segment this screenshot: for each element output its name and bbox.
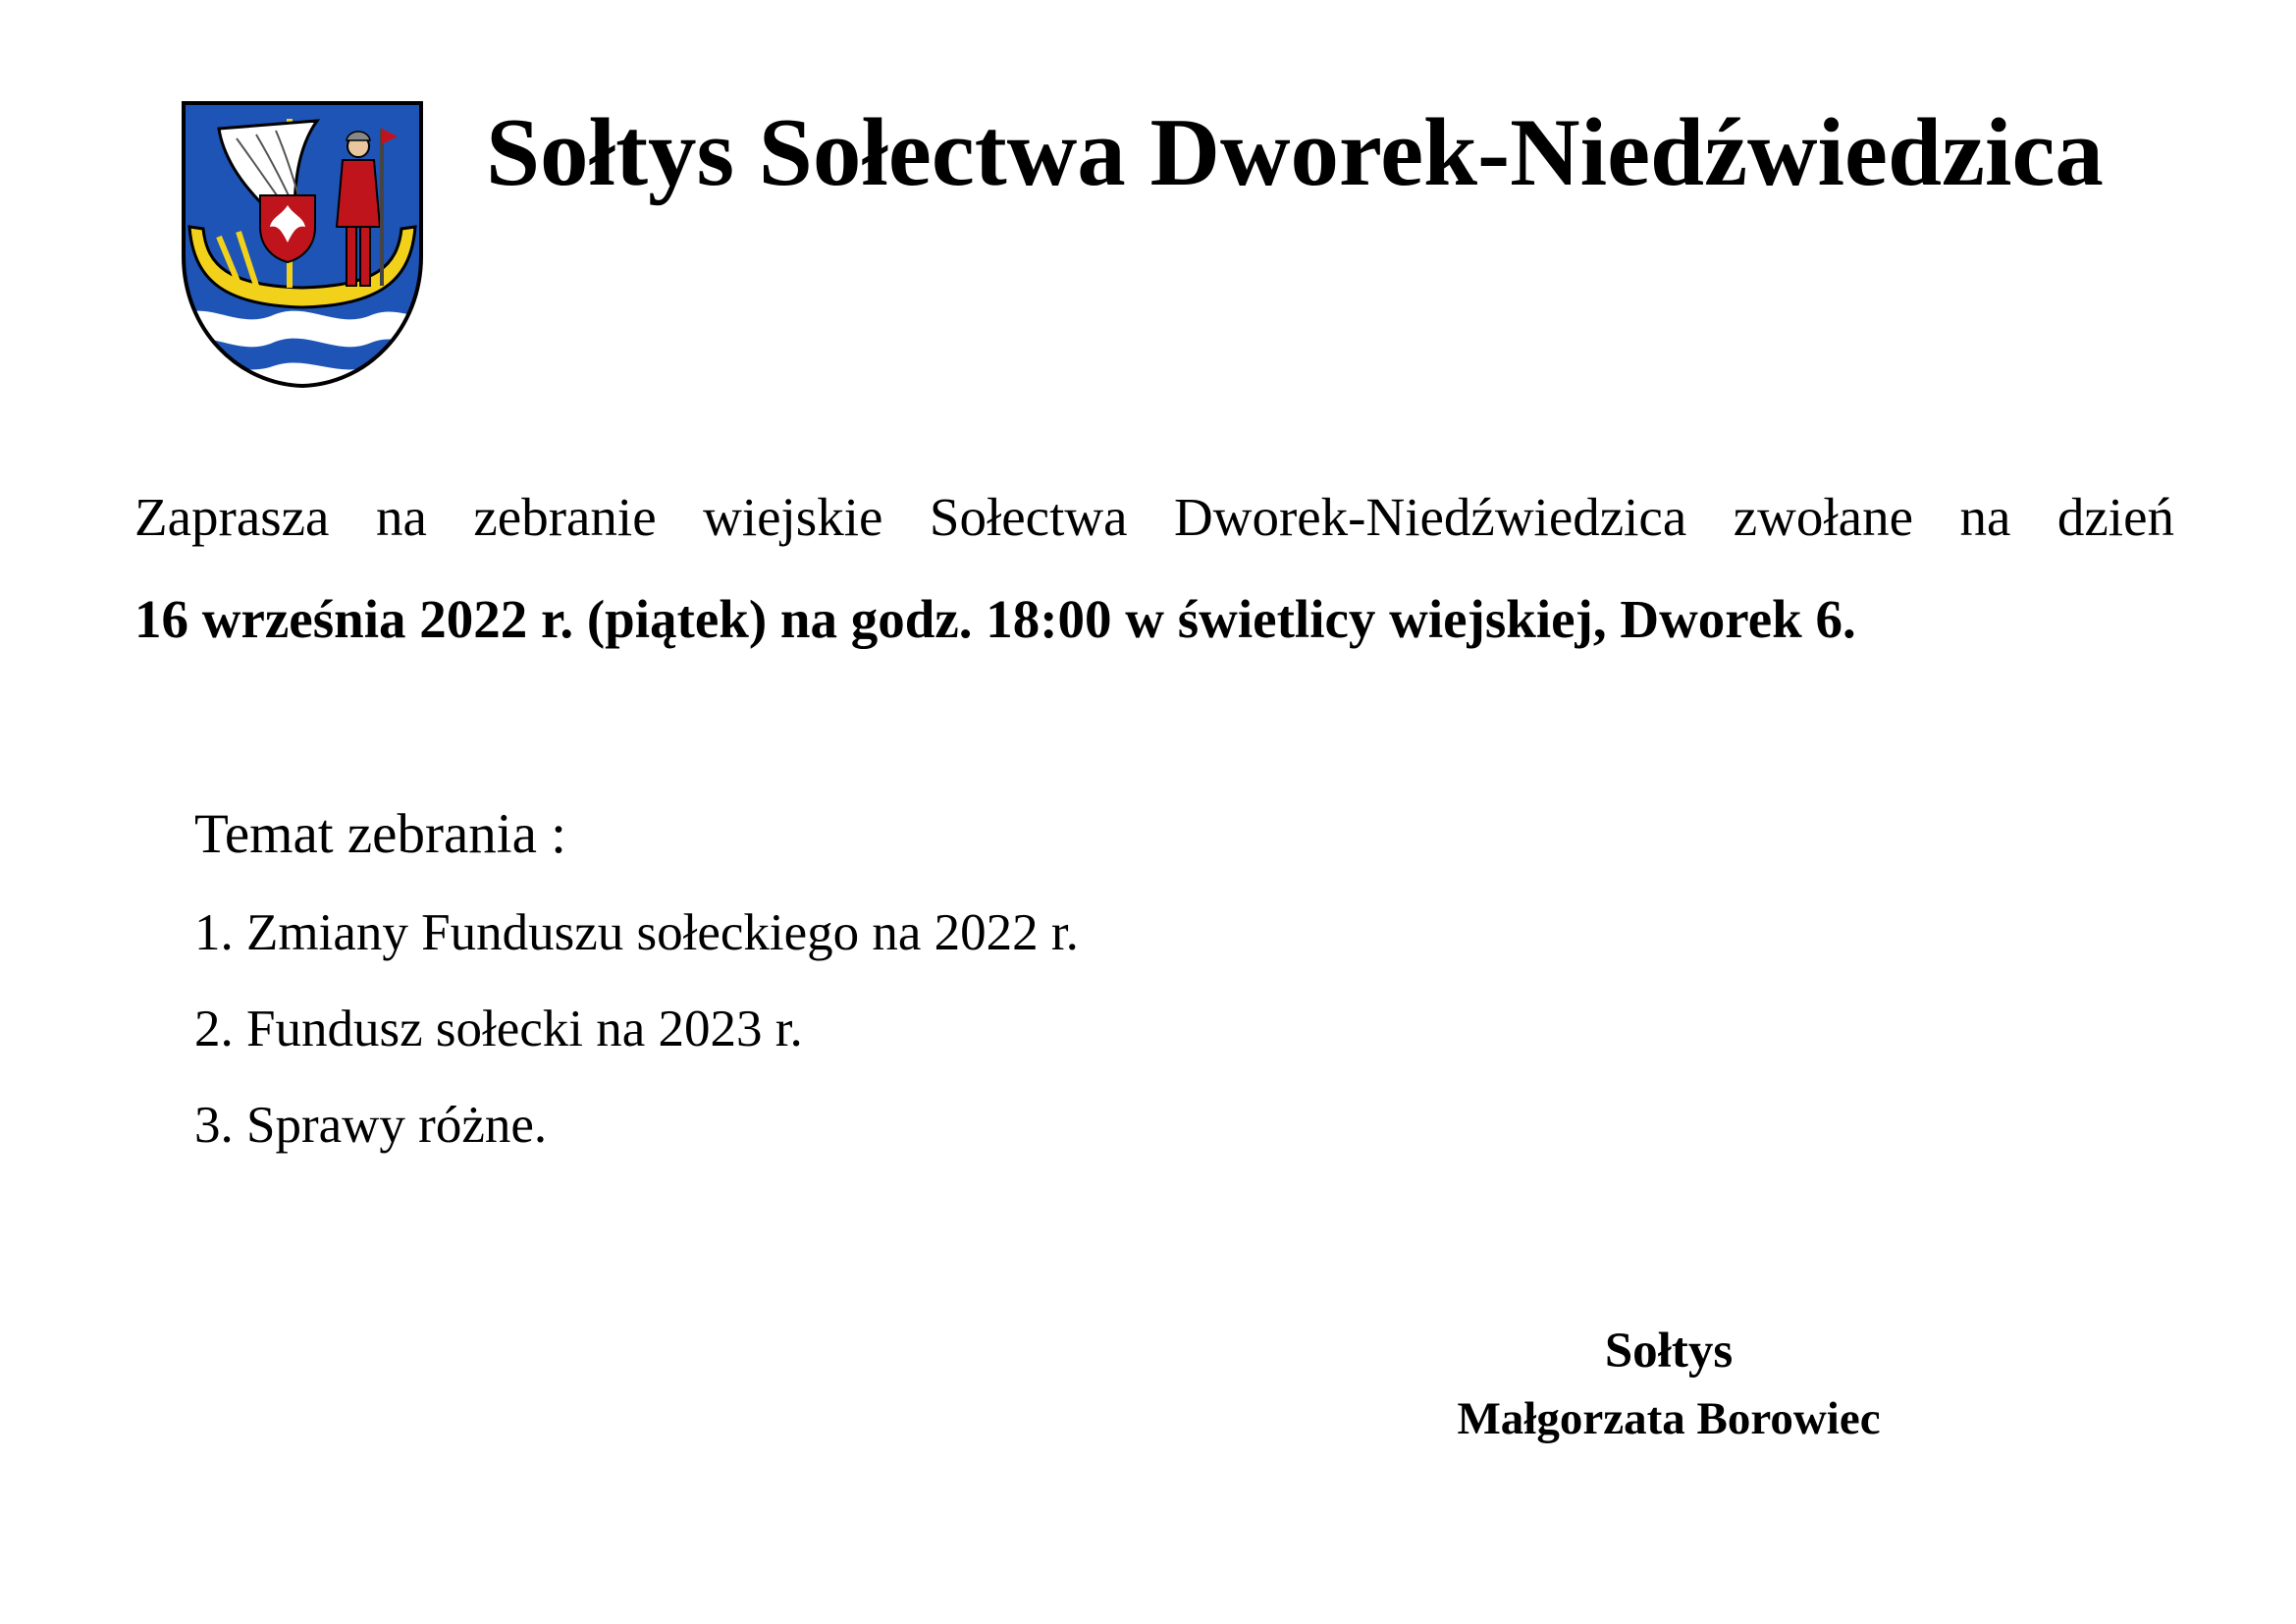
- signature-role: Sołtys: [1604, 1324, 1734, 1379]
- signature-block: [1345, 1322, 1993, 1447]
- meeting-details: 16 września 2022 r. (piątek) na godz. 18:00 w świetlicy wiejskiej, Dworek 6.: [134, 589, 1856, 649]
- agenda-item: 1. Zmiany Funduszu sołeckiego na 2022 r.: [194, 904, 1079, 961]
- agenda-item: 2. Fundusz sołecki na 2023 r.: [194, 1001, 803, 1057]
- agenda-heading: Temat zebrania :: [194, 803, 566, 865]
- coat-of-arms-icon: [180, 99, 425, 390]
- agenda-item: 3. Sprawy różne.: [194, 1097, 548, 1154]
- signature-name: Małgorzata Borowiec: [1457, 1393, 1881, 1445]
- page-title: Sołtys Sołectwa Dworek-Niedźwiedzica: [486, 99, 2104, 206]
- agenda-list: [194, 902, 1079, 1191]
- announcement-intro: Zaprasza na zebranie wiejskie Sołectwa Dworek-Niedźwiedzica zwołane na dzień: [134, 487, 2174, 547]
